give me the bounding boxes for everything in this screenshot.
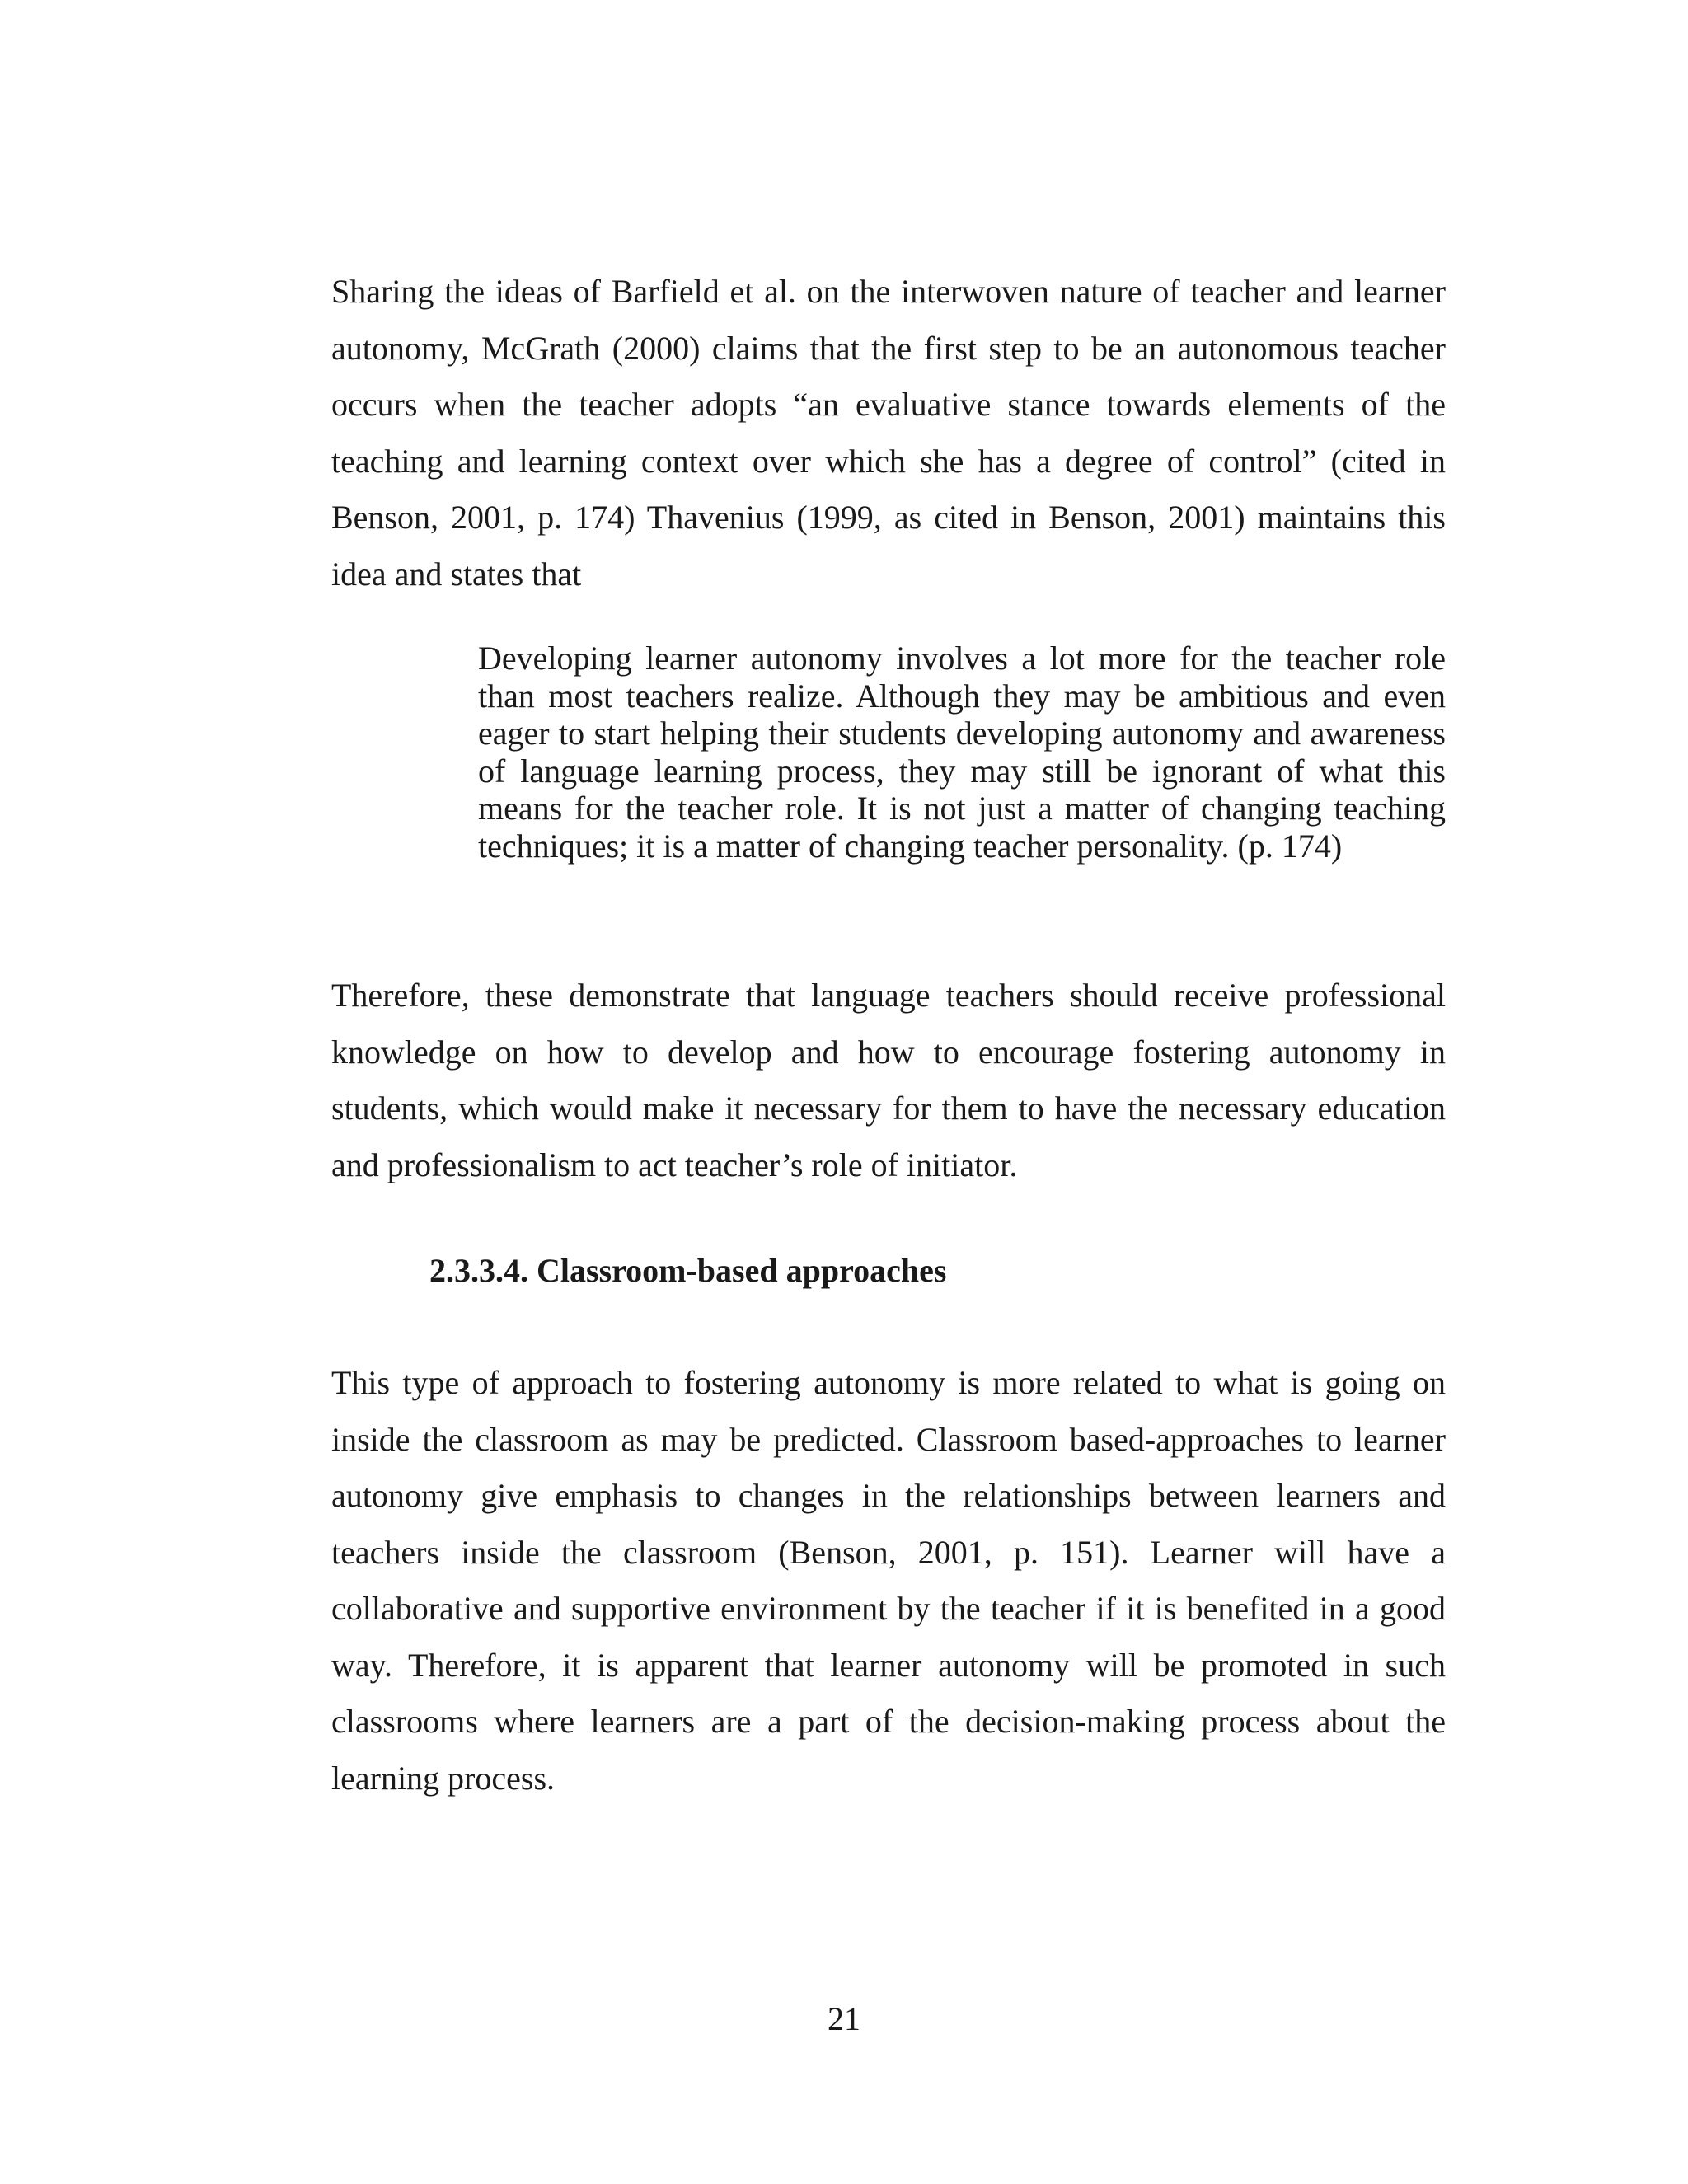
block-quote-thavenius: Developing learner autonomy involves a lot more for the teacher role than most teachers realize. Although they may be ambitious and even eager to start helping their students developing autonomy and awareness of language learning process, they may still be ignorant of what this means for the teacher role. It is not just a matter of changing teaching techniques; it is a matter of changing teacher personality. (p. 174)	[478, 640, 1446, 865]
page-number: 21	[828, 2000, 860, 2037]
section-heading: 2.3.3.4. Classroom-based approaches	[429, 1252, 947, 1289]
paragraph-classroom-approaches: This type of approach to fostering autonomy is more related to what is going on inside the classroom as may be predicted. Classroom based-approaches to learner autonomy give emphasis to changes in the relationships between learners and teachers inside the classroom (Benson, 2001, p. 151). Learner will have a collaborative and supportive environment by the teacher if it is benefited in a good way. Therefore, it is apparent that learner autonomy will be promoted in such classrooms where learners are a part of the decision-making process about the learning process.	[331, 1364, 1446, 1797]
paragraph-therefore: Therefore, these demonstrate that language teachers should receive professional knowledge on how to develop and how to encourage fostering autonomy in students, which would make it necessary for them to have the necessary education and professionalism to act teacher’s role of initiator.	[331, 977, 1446, 1183]
paragraph-mcgrath: Sharing the ideas of Barfield et al. on the interwoven nature of teacher and learner autonomy, McGrath (2000) claims that the first step to be an autonomous teacher occurs when the teacher adopts “an evaluative stance towards elements of the teaching and learning context over which she has a degree of control” (cited in Benson, 2001, p. 174) Thavenius (1999, as cited in Benson, 2001) maintains this idea and states that	[331, 273, 1446, 593]
